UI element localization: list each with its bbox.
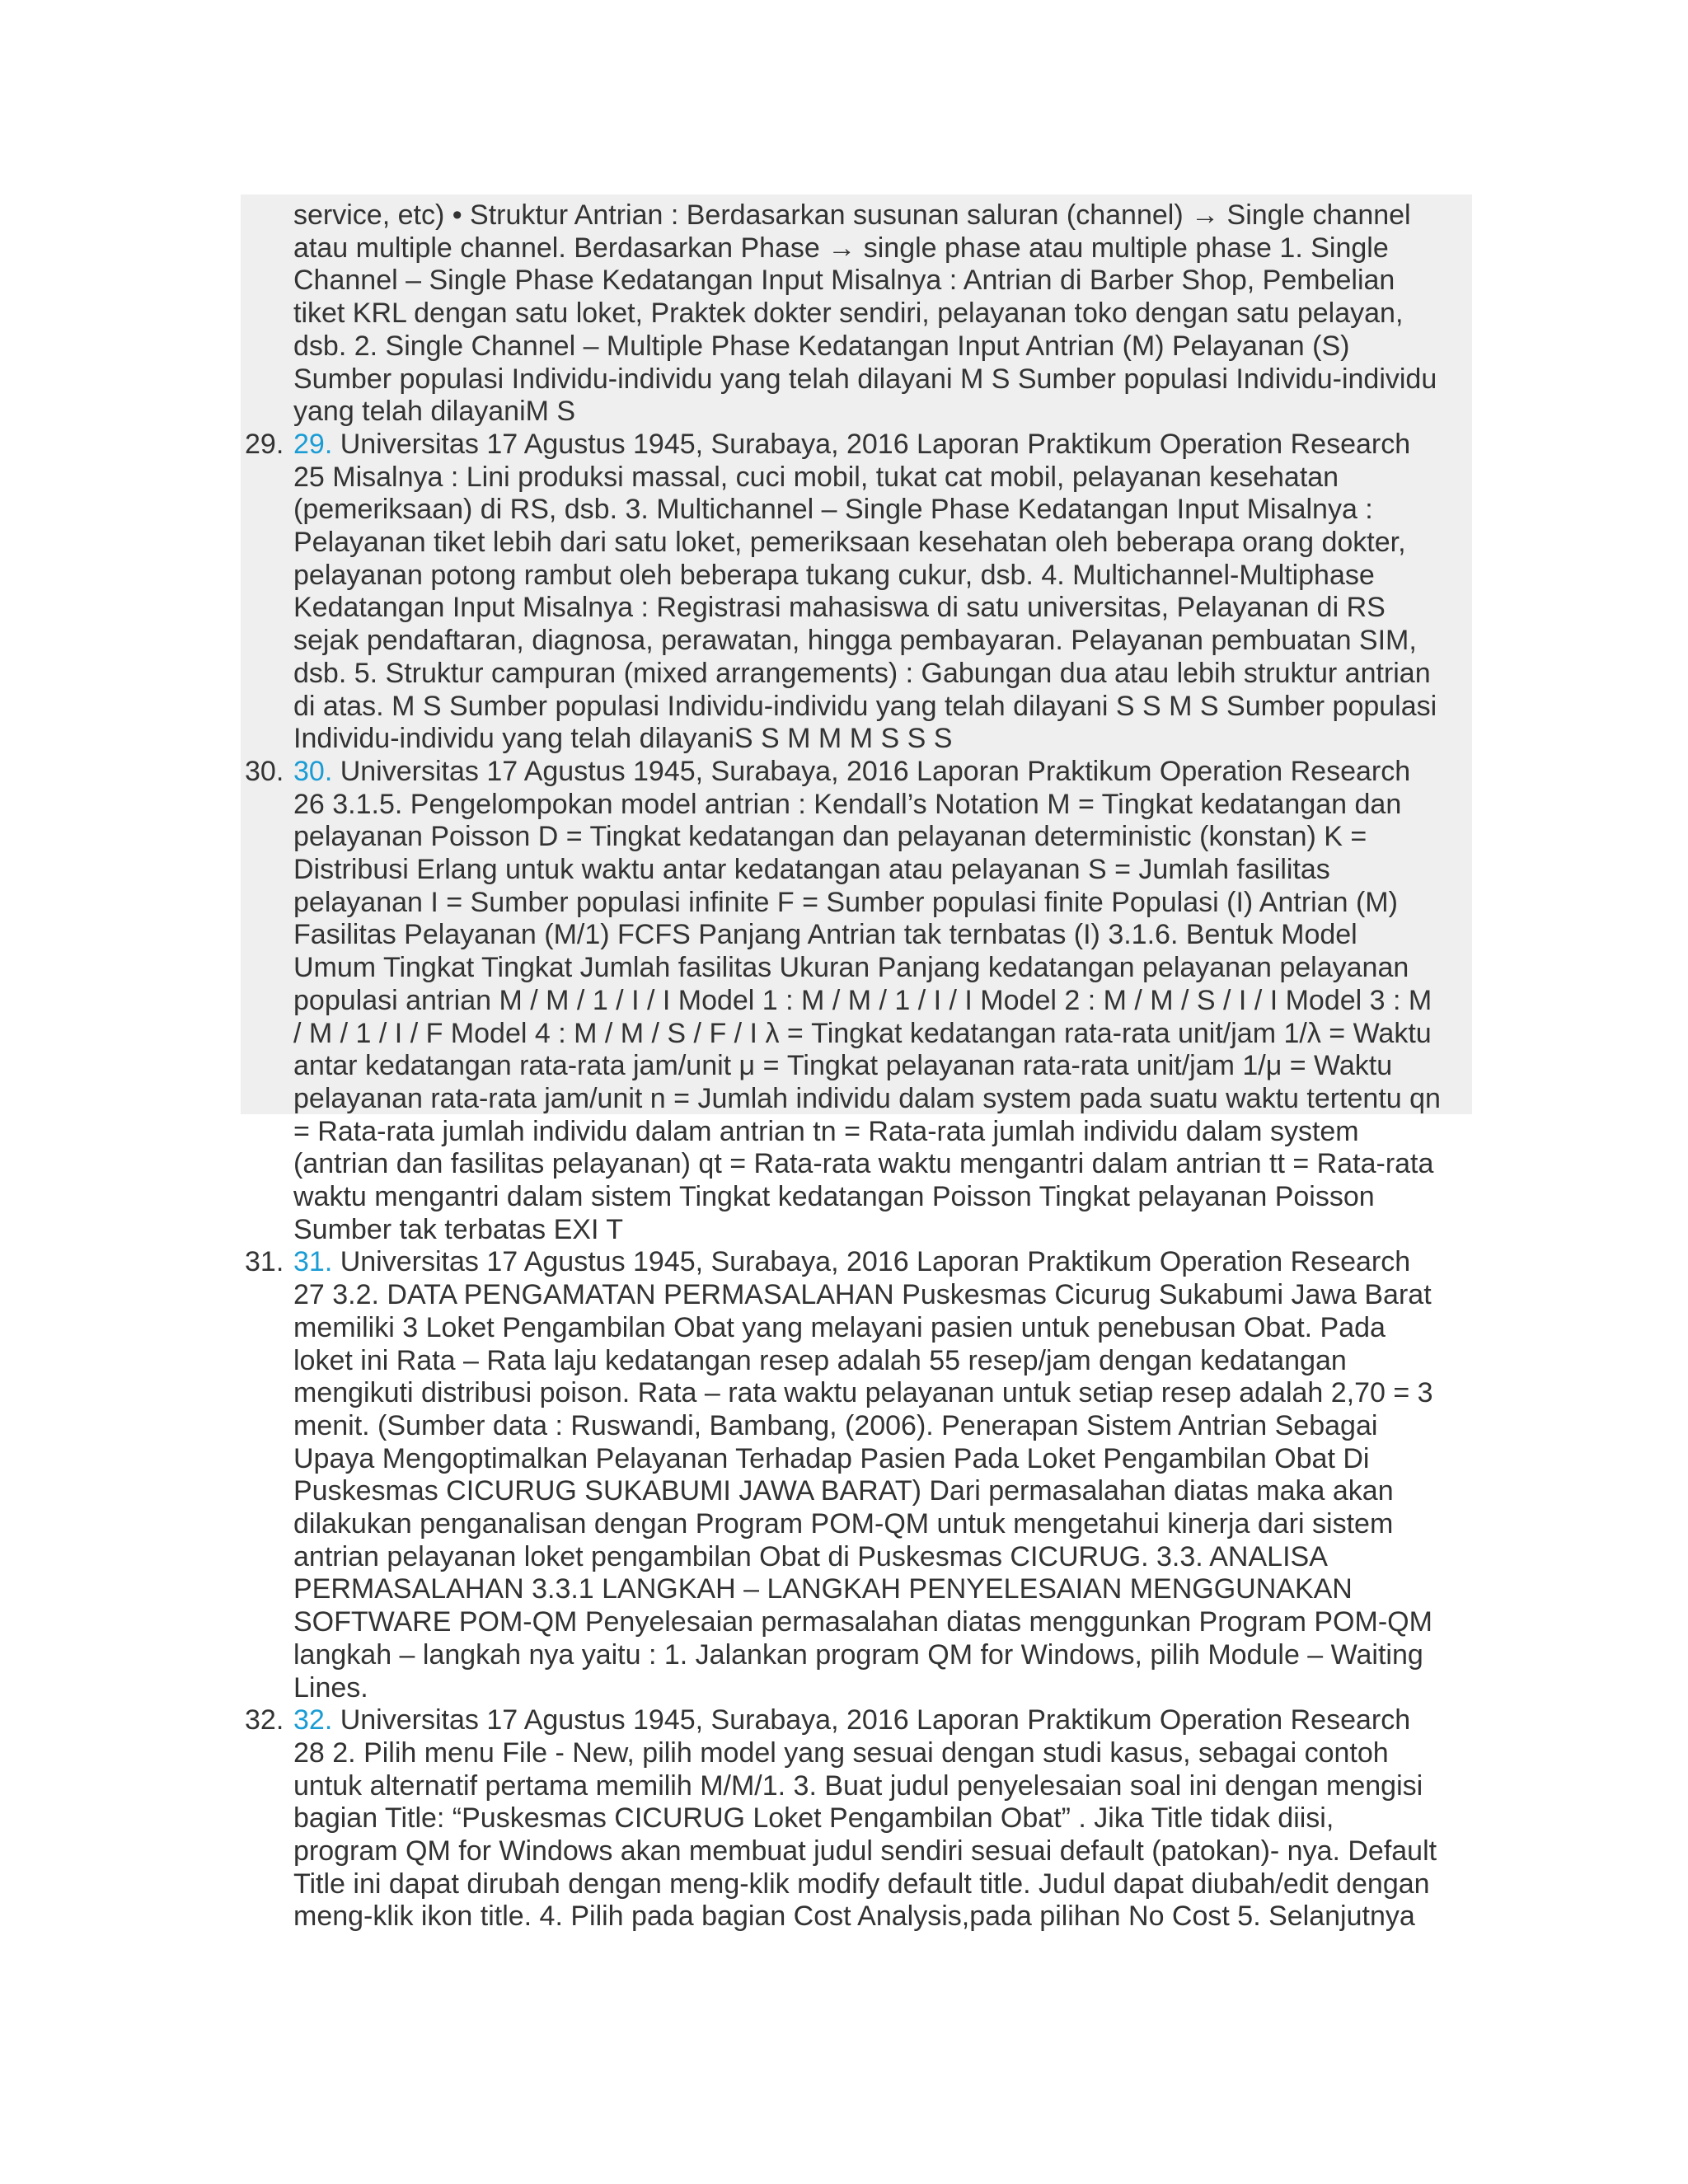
line-text: Channel – Single Phase Kedatangan Input Misalnya : Antrian di Barber Shop, Pembelian [293,265,1395,297]
line-text: (antrian dan fasilitas pelayanan) qt = Rata-rata waktu mengantri dalam antrian tt = Rata-rata [293,1148,1434,1180]
text-line [293,1311,1386,1344]
text-line [293,1115,1359,1148]
text-line [293,330,1349,363]
text-line [293,820,1367,853]
text-line [293,232,1389,265]
text-line [293,951,1409,984]
text-line [293,1376,1433,1409]
text-line [293,493,1373,526]
line-text: Pelayanan tiket lebih dari satu loket, pemeriksaan kesehatan oleh beberapa orang dokter, [293,527,1406,558]
text-line [293,1605,1432,1638]
line-text: Puskesmas CICURUG SUKABUMI JAWA BARAT) Dari permasalahan diatas maka akan [293,1475,1394,1507]
text-line [293,853,1330,886]
text-line [293,1213,623,1246]
text-line [293,1278,1432,1311]
line-text: dsb. 5. Struktur campuran (mixed arrangements) : Gabungan dua atau lebih struktur antrian [293,657,1431,689]
text-line [293,1802,1334,1835]
line-text: menit. (Sumber data : Ruswandi, Bambang, (2006). Penerapan Sistem Antrian Sebagai [293,1409,1378,1441]
line-text: sejak pendaftaran, diagnosa, perawatan, hingga pembayaran. Pelayanan pembuatan SIM, [293,625,1417,657]
text-line [293,722,952,755]
text-line [293,1017,1432,1050]
item-number: 31. [245,1246,284,1278]
line-text: Umum Tingkat Tingkat Jumlah fasilitas Ukuran Panjang kedatangan pelayanan pelayanan [293,952,1409,984]
text-line [293,624,1417,657]
line-text: program QM for Windows akan membuat judul sendiri sesuai default (patokan)- nya. Default [293,1835,1437,1867]
text-line [293,657,1431,690]
text-line [293,984,1432,1017]
text-line [293,591,1386,624]
text-line [293,788,1401,821]
line-text: antrian pelayanan loket pengambilan Obat di Puskesmas CICURUG. 3.3. ANALISA [293,1540,1328,1572]
line-text: Distribusi Erlang untuk waktu antar kedatangan atau pelayanan S = Jumlah fasilitas [293,854,1330,885]
line-text: pelayanan rata-rata jam/unit n = Jumlah individu dalam system pada suatu waktu tertentu qn [293,1082,1441,1114]
line-text: Lines. [293,1671,368,1704]
text-line [293,1049,1392,1082]
line-text: service, etc) • Struktur Antrian : Berdasarkan susunan saluran (channel) → Single channel [293,199,1411,231]
text-line [293,1540,1328,1573]
text-line [293,1474,1394,1507]
text-line [293,918,1357,951]
line-text: pelayanan Poisson D = Tingkat kedatangan dan pelayanan deterministic (konstan) K = [293,821,1367,853]
line-text: bagian Title: “Puskesmas CICURUG Loket Pengambilan Obat” . Jika Title tidak diisi, [293,1802,1334,1835]
line-text: Kedatangan Input Misalnya : Registrasi mahasiswa di satu universitas, Pelayanan di RS [293,592,1386,624]
line-text: 25 Misalnya : Lini produksi massal, cuci mobil, tukat cat mobil, pelayanan kesehatan [293,461,1339,493]
text-line [293,1704,1410,1736]
item-link[interactable]: 32. [293,1704,333,1736]
text-line [293,461,1339,494]
text-line [293,363,1437,396]
text-line [293,1507,1393,1540]
line-text: pelayanan I = Sumber populasi infinite F = Sumber populasi finite Populasi (I) Antrian (M) [293,886,1398,918]
line-text: Sumber tak terbatas EXI T [293,1213,623,1245]
line-text: Upaya Mengoptimalkan Pelayanan Terhadap Pasien Pada Loket Pengambilan Obat Di [293,1442,1370,1474]
item-link[interactable]: 31. [293,1246,333,1278]
text-line [293,1868,1430,1900]
line-text: dsb. 2. Single Channel – Multiple Phase Kedatangan Input Antrian (M) Pelayanan (S) [293,330,1350,362]
line-text: 27 3.2. DATA PENGAMATAN PERMASALAHAN Puskesmas Cicurug Sukabumi Jawa Barat [293,1279,1432,1311]
line-text: Individu-individu yang telah dilayaniS S M M M S S S [293,723,953,755]
line-text: 28 2. Pilih menu File - New, pilih model yang sesuai dengan studi kasus, sebagai contoh [293,1736,1389,1769]
item-number: 32. [245,1704,284,1736]
item-number: 29. [245,428,284,460]
text-line [293,1344,1347,1377]
line-text: meng-klik ikon title. 4. Pilih pada bagian Cost Analysis,pada pilihan No Cost 5. Selanjutnya [293,1900,1415,1933]
text-line [293,1671,368,1704]
line-text: = Rata-rata jumlah individu dalam antrian tn = Rata-rata jumlah individu dalam system [293,1115,1359,1147]
text-line [293,1835,1437,1868]
text-block [241,194,1472,1933]
text-line [293,1900,1415,1933]
text-line [293,1147,1433,1180]
text-line [293,1769,1423,1802]
line-text: Universitas 17 Agustus 1945, Surabaya, 2016 Laporan Praktikum Operation Research [340,1704,1411,1736]
line-text: waktu mengantri dalam sistem Tingkat kedatangan Poisson Tingkat pelayanan Poisson [293,1181,1375,1212]
text-line [293,199,1411,232]
line-text: loket ini Rata – Rata laju kedatangan resep adalah 55 resep/jam dengan kedatangan [293,1344,1347,1376]
line-text: Title ini dapat dirubah dengan meng-klik modify default title. Judul dapat diubah/edit dengan [293,1868,1430,1900]
item-link[interactable]: 29. [293,428,333,460]
text-line [293,1572,1353,1605]
line-text: Fasilitas Pelayanan (M/1) FCFS Panjang Antrian tak ternbatas (I) 3.1.6. Bentuk Model [293,919,1357,951]
line-text: (pemeriksaan) di RS, dsb. 3. Multichannel – Single Phase Kedatangan Input Misalnya : [293,494,1373,526]
line-text: tiket KRL dengan satu loket, Praktek dokter sendiri, pelayanan toko dengan satu pelayan, [293,298,1404,330]
text-line [293,1736,1389,1769]
text-line [293,755,1410,788]
text-line [293,526,1406,559]
line-text: populasi antrian M / M / 1 / I / I Model 1 : M / M / 1 / I / I Model 2 : M / M / S / I / I Model 3 : M [293,984,1432,1016]
line-text: PERMASALAHAN 3.3.1 LANGKAH – LANGKAH PENYELESAIAN MENGGUNAKAN [293,1573,1353,1605]
line-text: mengikuti distribusi poison. Rata – rata waktu pelayanan untuk setiap resep adalah 2,70 = 3 [293,1377,1433,1409]
text-line [293,886,1398,919]
line-text: SOFTWARE POM-QM Penyelesaian permasalahan diatas menggunkan Program POM-QM [293,1606,1432,1638]
text-line [293,297,1403,330]
line-text: memiliki 3 Loket Pengambilan Obat yang melayani pasien untuk penebusan Obat. Pada [293,1311,1386,1343]
line-text: di atas. M S Sumber populasi Individu-individu yang telah dilayani S S M S Sumber populasi [293,690,1437,722]
line-text: 26 3.1.5. Pengelompokan model antrian : Kendall’s Notation M = Tingkat kedatangan dan [293,788,1402,820]
line-text: dilakukan penganalisan dengan Program POM-QM untuk mengetahui kinerja dari sistem [293,1508,1394,1540]
text-line [293,1442,1369,1475]
item-number: 30. [245,755,284,787]
text-line [293,1180,1375,1213]
text-line [293,395,575,428]
line-text: atau multiple channel. Berdasarkan Phase → single phase atau multiple phase 1. Single [293,232,1389,264]
line-text: Universitas 17 Agustus 1945, Surabaya, 2016 Laporan Praktikum Operation Research [340,428,1411,460]
line-text: langkah – langkah nya yaitu : 1. Jalankan program QM for Windows, pilih Module – Waiting [293,1638,1423,1671]
item-link[interactable]: 30. [293,755,333,787]
line-text: antar kedatangan rata-rata jam/unit μ = Tingkat pelayanan rata-rata unit/jam 1/μ = Waktu [293,1050,1393,1082]
line-text: yang telah dilayaniM S [293,396,576,428]
text-line [293,1638,1423,1671]
text-line [293,1082,1441,1115]
line-text: Universitas 17 Agustus 1945, Surabaya, 2016 Laporan Praktikum Operation Research [340,755,1411,787]
text-line [293,1245,1410,1278]
line-text: / M / 1 / I / F Model 4 : M / M / S / F / I λ = Tingkat kedatangan rata-rata unit/jam 1/λ = Waktu [293,1017,1432,1049]
text-line [293,1409,1377,1442]
text-line [293,559,1375,592]
line-text: pelayanan potong rambut oleh beberapa tukang cukur, dsb. 4. Multichannel-Multiphase [293,559,1375,591]
line-text: Sumber populasi Individu-individu yang telah dilayani M S Sumber populasi Individu-individu [293,363,1437,395]
line-text: untuk alternatif pertama memilih M/M/1. 3. Buat judul penyelesaian soal ini dengan mengisi [293,1769,1423,1802]
text-line [293,264,1395,297]
line-text: Universitas 17 Agustus 1945, Surabaya, 2016 Laporan Praktikum Operation Research [340,1246,1411,1278]
text-line [293,428,1410,461]
text-line [293,690,1437,723]
